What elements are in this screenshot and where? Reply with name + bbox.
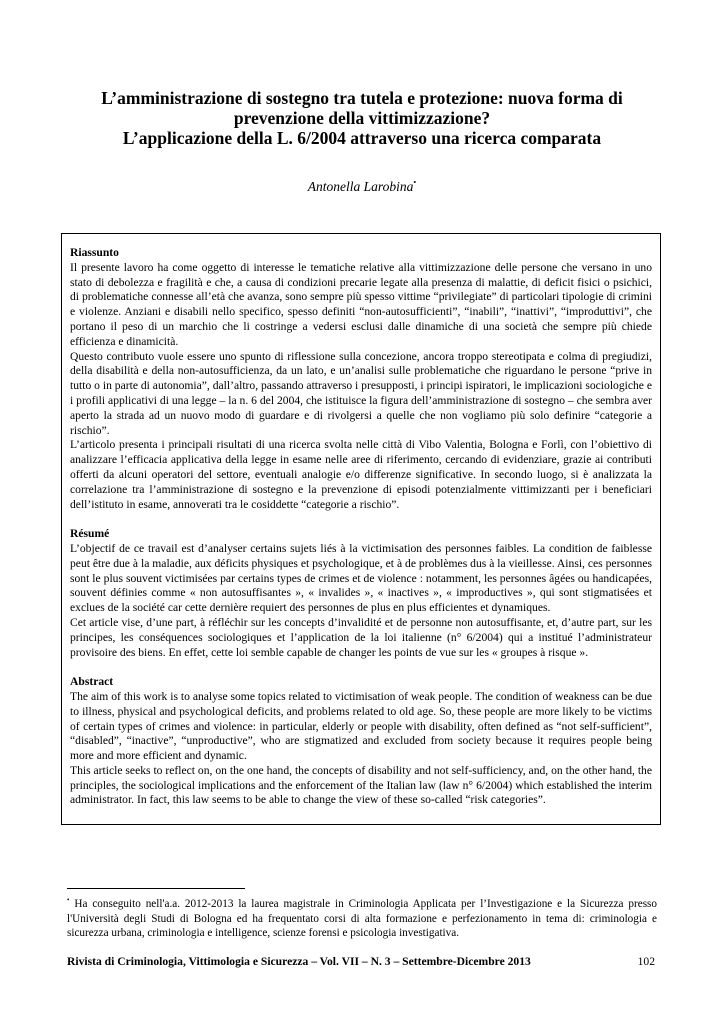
resume-heading: Résumé <box>70 527 110 541</box>
author-name: Antonella Larobina <box>307 179 414 194</box>
title-line-2: prevenzione della vittimizzazione? <box>233 108 491 128</box>
journal-footer: Rivista di Criminologia, Vittimologia e Sicurezza – Vol. VII – N. 3 – Settembre-Dicembre 2013 <box>67 955 531 968</box>
riassunto-paragraph: Il presente lavoro ha come oggetto di interesse le tematiche relative alla vittimizzazione delle persone che versano in uno stato di debolezza e fragilità e che, a causa di condizioni precarie legate alla presenza di malattie, di deficit fisici o psichici, di problematiche connesse all’età che avanza, sono sempre più spesso vittime “privilegiate” di particolari tipologie di crimini e violenze. Anziani e disabili nello specifico, spesso definiti “non-autosufficienti”, “inabili”, “inattivi”, “improduttivi”, che portano il peso di un marchio che li costringe a vedersi esclusi dalle dinamiche di una società che sempre più chiede efficienza e dinamicità. <box>70 260 652 348</box>
abstract-heading: Abstract <box>70 675 114 689</box>
page-number: 102 <box>637 955 655 968</box>
author-footnote-mark[interactable]: • <box>413 178 417 187</box>
riassunto-heading: Riassunto <box>70 246 119 259</box>
riassunto-paragraph: Questo contributo vuole essere uno spunto di riflessione sulla concezione, ancora troppo stereotipata e colma di pregiudizi, della disabilità e della non-autosufficienza, da un lato, e un’analisi sulle problematiche che riguardano le persone “prive in tutto o in parte di autonomia”, dall’altro, passando attraverso i presupposti, i principi ispiratori, le implicazioni sociologiche e i profili applicativi di una legge – la n. 6 del 2004, che istituisce la figura dell’amministrazione di sostegno – che sembra aver aperto la strada ad un nuovo modo di guardare e di rivolgersi a quelle che non vogliamo più solo definire “categorie a rischio”. <box>70 349 652 437</box>
footnote-text: Ha conseguito nell'a.a. 2012-2013 la laurea magistrale in Criminologia Applicata per l’Investigazione e la Sicurezza presso l'Università degli Studi di Bologna ed ha frequentato corsi di alta formazione e perfezionamento in tema di: criminologia e sicurezza urbana, criminologia e intelligence, scienze forensi e psicologia investigativa. <box>67 898 658 939</box>
riassunto-paragraph: L’articolo presenta i principali risultati di una ricerca svolta nelle città di Vibo Valentia, Bologna e Forlì, con l’obiettivo di analizzare l’efficacia applicativa della legge in esame nelle aree di riferimento, cercando di evidenziare, grazie ai contributi offerti da alcuni operatori del settore, eventuali analogie e/o differenze significative. In secondo luogo, si è analizzata la correlazione tra l’amministrazione di sostegno e la prevenzione di episodi potenzialmente vittimizzanti per i beneficiari dell’istituto in esame, annoverati tra le cosiddette “categorie a rischio”. <box>70 438 652 511</box>
footnote-divider <box>67 888 245 889</box>
title-line-1: L’amministrazione di sostegno tra tutela e protezione: nuova forma di <box>101 88 623 108</box>
resume-paragraph: L’objectif de ce travail est d’analyser certains sujets liés à la victimisation des personnes faibles. La condition de faiblesse peut être due à la maladie, aux déficits physiques et psychologique, et à de problèmes dus à la vieillesse. Ainsi, ces personnes sont le plus souvent victimisées par certains types de crimes et de violence : notamment, les personnes âgées ou handicapées, souvent définies comme « non autosuffisantes », « invalides », « inactives », « improductives », qui sont stigmatisées et exclues de la société car cette dernière requiert des personnes de plus en plus efficientes et dynamiques. <box>70 541 652 615</box>
abstract-paragraph: This article seeks to reflect on, on the one hand, the concepts of disability and not self-sufficiency, and, on the other hand, the principles, the sociological implications and the enforcement of the Italian law (law n° 6/2004) which established the interim administrator. In fact, this law seems to be able to change the view of these so-called “risk categories”. <box>70 763 652 807</box>
paper-title <box>40 88 684 148</box>
author-line <box>0 178 724 195</box>
footnote-mark: • <box>67 896 70 904</box>
abstract-paragraph: The aim of this work is to analyse some topics related to victimisation of weak people. The condition of weakness can be due to illness, physical and psychological deficits, and problems related to old age. So, these people are more likely to be victims of certain types of crimes and violence: in particular, elderly or people with disability, often defined as “not self-sufficient”, “disabled”, “inactive”, “unproductive”, who are stigmatized and excluded from society because it requires people being more and more efficient and dynamic. <box>70 689 652 763</box>
resume-paragraph: Cet article vise, d’une part, à réfléchir sur les concepts d’invalidité et de personne non autosuffisante, et, d’autre part, sur les principes, les conséquences sociologiques et l’application de la loi italienne (n° 6/2004) qui a institué l’administrateur provisoire des biens. En effet, cette loi semble capable de changer les points de vue sur les « groupes à risque ». <box>70 615 652 659</box>
footnote <box>67 893 657 941</box>
title-line-3: L’applicazione della L. 6/2004 attraverso una ricerca comparata <box>122 128 602 148</box>
abstract-box <box>61 233 661 825</box>
